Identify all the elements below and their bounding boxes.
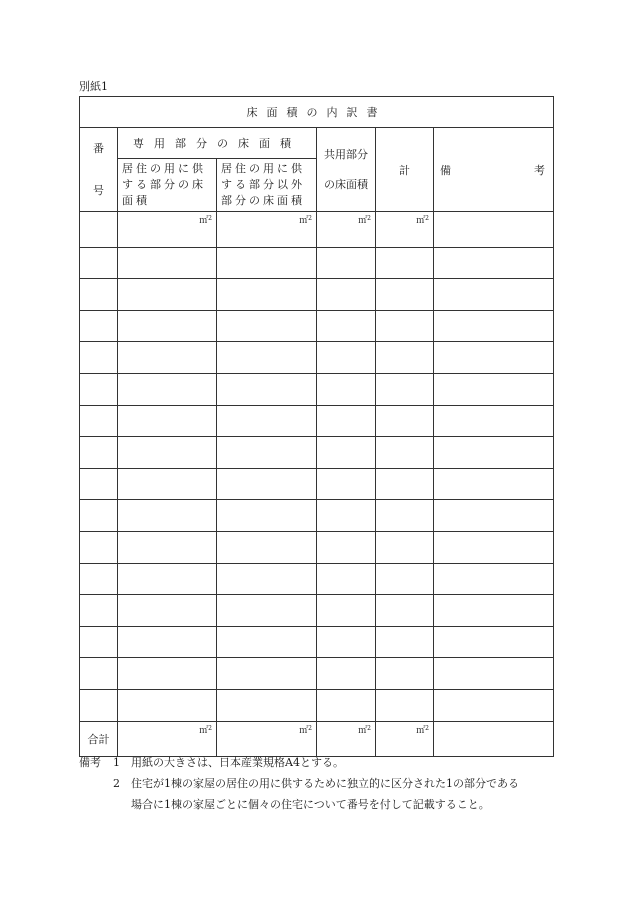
header-common-2: の床面積 [324, 177, 368, 191]
cell-total[interactable] [376, 500, 434, 532]
cell-number[interactable] [80, 689, 118, 721]
cell-total[interactable] [376, 247, 434, 279]
cell-non-residential[interactable] [217, 689, 317, 721]
cell-residential[interactable] [118, 279, 217, 311]
cell-number[interactable] [80, 500, 118, 532]
note-item-2-cont [79, 794, 559, 815]
note-text: 場合に1棟の家屋ごとに個々の住宅について番号を付して記載すること。 [131, 798, 490, 811]
header-common-1: 共用部分 [324, 147, 368, 161]
cell-remarks[interactable] [434, 658, 554, 690]
cell-total[interactable] [376, 212, 434, 248]
cell-residential[interactable] [118, 310, 217, 342]
attachment-label: 別紙1 [79, 80, 108, 93]
cell-total[interactable] [376, 373, 434, 405]
cell-common[interactable] [317, 373, 376, 405]
header-common-area [317, 128, 376, 212]
cell-common[interactable] [317, 531, 376, 563]
unit-label: ㎡$^2$ [199, 215, 212, 226]
cell-total[interactable] [376, 279, 434, 311]
cell-residential[interactable] [118, 342, 217, 374]
table-row [80, 531, 554, 563]
cell-non-residential[interactable] [217, 310, 317, 342]
unit-label: ㎡$^2$ [416, 724, 429, 736]
header-exclusive-area: 専用部分の床面積 [118, 128, 317, 159]
header-residential-area: 居住の用に供する部分の床面積 [118, 159, 217, 212]
notes-heading: 備考 [79, 756, 101, 769]
note-number: 1 [113, 756, 120, 769]
cell-remarks[interactable] [434, 531, 554, 563]
total-label: 合計 [80, 721, 118, 757]
cell-remarks[interactable] [434, 342, 554, 374]
cell-non-residential[interactable] [217, 373, 317, 405]
cell-total[interactable] [376, 658, 434, 690]
cell-remarks[interactable] [434, 500, 554, 532]
cell-common[interactable] [317, 342, 376, 374]
cell-total[interactable] [376, 563, 434, 595]
cell-remarks[interactable] [434, 626, 554, 658]
cell-non-residential[interactable] [217, 500, 317, 532]
cell-number[interactable] [80, 531, 118, 563]
header-number-1: 番 [93, 141, 104, 155]
cell-common[interactable] [317, 468, 376, 500]
cell-remarks[interactable] [434, 247, 554, 279]
cell-residential[interactable] [118, 595, 217, 627]
note-item-2 [79, 773, 559, 794]
cell-residential[interactable] [118, 212, 217, 248]
cell-total[interactable] [376, 595, 434, 627]
unit-label: ㎡$^2$ [416, 215, 429, 226]
cell-number[interactable] [80, 626, 118, 658]
form-title: 床面積の内訳書 [80, 97, 554, 128]
note-text: 住宅が1棟の家屋の居住の用に供するために独立的に区分された1の部分である [131, 777, 519, 790]
cell-remarks[interactable] [434, 689, 554, 721]
cell-total[interactable] [376, 310, 434, 342]
cell-residential[interactable] [118, 405, 217, 437]
cell-non-residential[interactable] [217, 279, 317, 311]
header-remarks-left: 備 [440, 163, 451, 177]
header-number-2: 号 [93, 183, 104, 197]
cell-common[interactable] [317, 405, 376, 437]
cell-number[interactable] [80, 595, 118, 627]
cell-residential[interactable] [118, 531, 217, 563]
table-row [80, 595, 554, 627]
cell-number[interactable] [80, 342, 118, 374]
cell-number[interactable] [80, 658, 118, 690]
table-row [80, 689, 554, 721]
cell-remarks[interactable] [434, 468, 554, 500]
cell-common[interactable] [317, 500, 376, 532]
cell-residential[interactable] [118, 563, 217, 595]
table-row [80, 310, 554, 342]
cell-common[interactable] [317, 689, 376, 721]
table-row [80, 626, 554, 658]
cell-common[interactable] [317, 247, 376, 279]
table-row [80, 279, 554, 311]
cell-remarks[interactable] [434, 405, 554, 437]
cell-remarks[interactable] [434, 437, 554, 469]
cell-non-residential[interactable] [217, 531, 317, 563]
unit-label: ㎡$^2$ [299, 724, 312, 736]
table-row [80, 373, 554, 405]
table-row [80, 405, 554, 437]
cell-non-residential[interactable] [217, 247, 317, 279]
cell-common[interactable] [317, 310, 376, 342]
header-non-residential-area: 居住の用に供する部分以外部分の床面積 [217, 159, 317, 212]
cell-common[interactable] [317, 563, 376, 595]
cell-common[interactable] [317, 437, 376, 469]
cell-non-residential[interactable] [217, 595, 317, 627]
cell-number[interactable] [80, 437, 118, 469]
cell-residential[interactable] [118, 468, 217, 500]
cell-residential[interactable] [118, 658, 217, 690]
cell-number[interactable] [80, 373, 118, 405]
cell-remarks[interactable] [434, 279, 554, 311]
cell-residential[interactable] [118, 500, 217, 532]
cell-remarks[interactable] [434, 595, 554, 627]
cell-residential[interactable] [118, 437, 217, 469]
header-remarks [434, 128, 554, 212]
unit-label: ㎡$^2$ [199, 724, 212, 736]
cell-common[interactable] [317, 658, 376, 690]
header-total: 計 [376, 128, 434, 212]
cell-residential[interactable] [118, 373, 217, 405]
table-row [80, 658, 554, 690]
cell-common[interactable] [317, 279, 376, 311]
cell-common[interactable] [317, 212, 376, 248]
cell-number[interactable] [80, 247, 118, 279]
cell-residential[interactable] [118, 626, 217, 658]
cell-total[interactable] [376, 689, 434, 721]
unit-label: ㎡$^2$ [358, 724, 371, 736]
table-row [80, 468, 554, 500]
note-text: 用紙の大きさは、日本産業規格A4とする。 [131, 756, 344, 769]
cell-non-residential[interactable] [217, 468, 317, 500]
cell-number[interactable] [80, 310, 118, 342]
cell-non-residential[interactable] [217, 405, 317, 437]
cell-non-residential[interactable] [217, 563, 317, 595]
floor-area-breakdown-table [79, 96, 554, 757]
notes [79, 752, 559, 815]
unit-label: ㎡$^2$ [299, 215, 312, 226]
note-item-1 [79, 752, 559, 773]
cell-total[interactable] [376, 405, 434, 437]
cell-total[interactable] [376, 626, 434, 658]
cell-remarks[interactable] [434, 373, 554, 405]
table-row [80, 437, 554, 469]
cell-remarks[interactable] [434, 212, 554, 248]
cell-total[interactable] [376, 342, 434, 374]
cell-remarks[interactable] [434, 563, 554, 595]
note-number: 2 [113, 777, 120, 790]
cell-non-residential[interactable] [217, 437, 317, 469]
table-row [80, 247, 554, 279]
cell-non-residential[interactable] [217, 342, 317, 374]
cell-total[interactable] [376, 531, 434, 563]
cell-number[interactable] [80, 563, 118, 595]
header-number [80, 128, 118, 212]
cell-common[interactable] [317, 595, 376, 627]
header-remarks-right: 考 [534, 163, 545, 177]
cell-residential[interactable] [118, 247, 217, 279]
table-row [80, 212, 554, 248]
cell-number[interactable] [80, 468, 118, 500]
cell-number[interactable] [80, 212, 118, 248]
cell-number[interactable] [80, 405, 118, 437]
unit-label: ㎡$^2$ [358, 215, 371, 226]
cell-residential[interactable] [118, 689, 217, 721]
table-row [80, 500, 554, 532]
table-row [80, 563, 554, 595]
cell-non-residential[interactable] [217, 212, 317, 248]
cell-non-residential[interactable] [217, 626, 317, 658]
cell-number[interactable] [80, 279, 118, 311]
cell-common[interactable] [317, 626, 376, 658]
cell-total[interactable] [376, 468, 434, 500]
cell-non-residential[interactable] [217, 658, 317, 690]
cell-remarks[interactable] [434, 310, 554, 342]
cell-total[interactable] [376, 437, 434, 469]
table-row [80, 342, 554, 374]
